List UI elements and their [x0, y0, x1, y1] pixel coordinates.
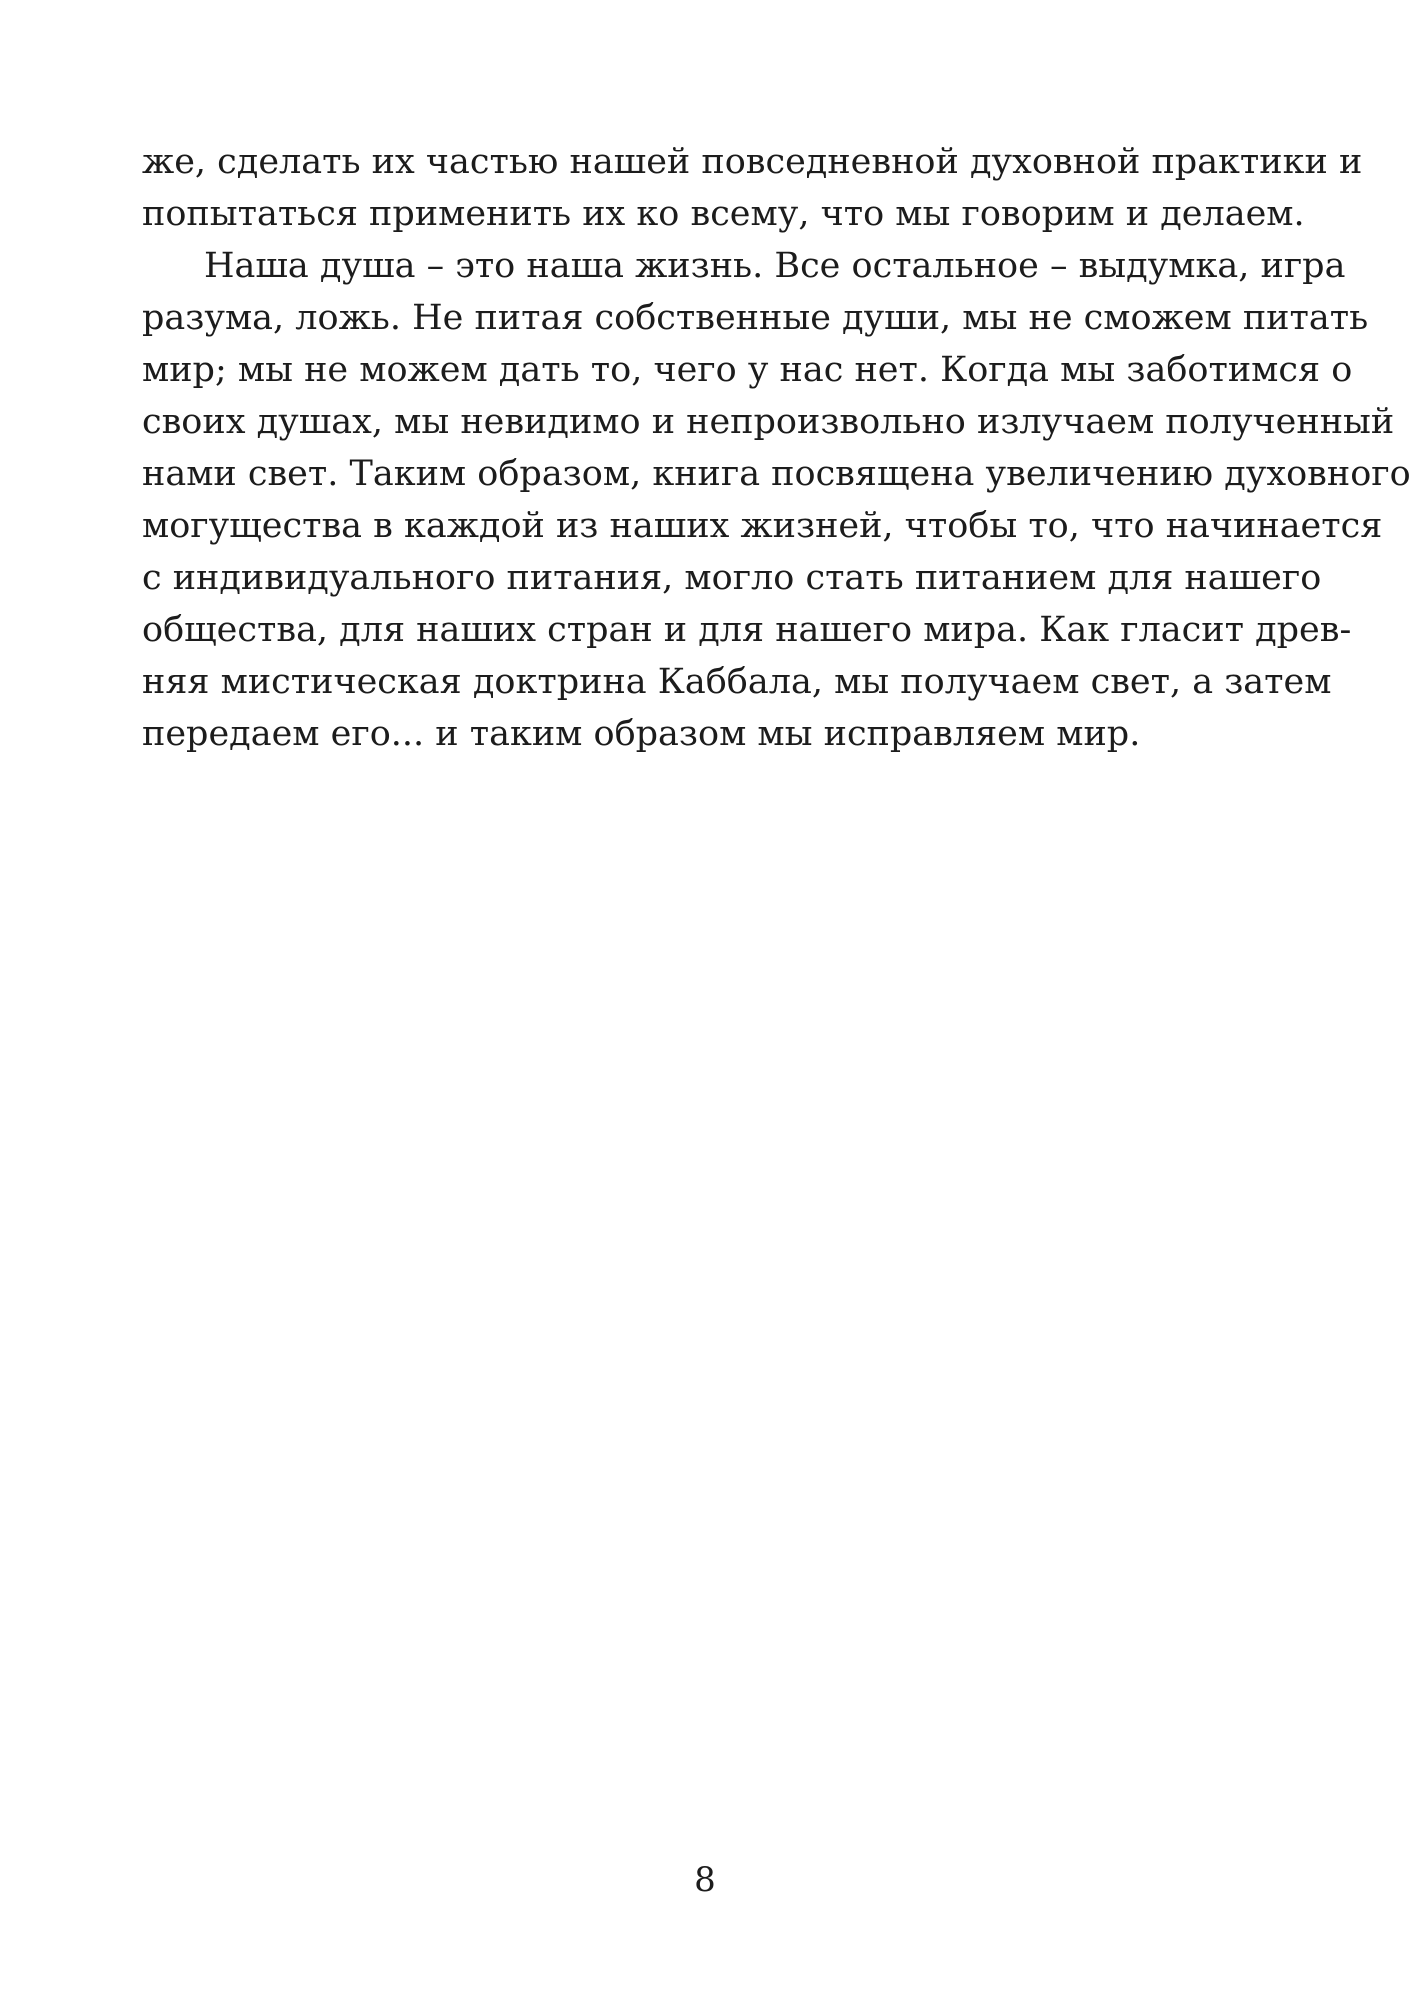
text-line: попытаться применить их ко всему, что мы говорим и делаем. [142, 194, 1305, 234]
text-line: своих душах, мы невидимо и непроизвольно излучаем полученный [142, 402, 1395, 442]
text-line: общества, для наших стран и для нашего мира. Как гласит древ- [142, 610, 1352, 650]
text-line: нами свет. Таким образом, книга посвящена увеличению духовного [142, 454, 1411, 494]
text-line: с индивидуального питания, могло стать питанием для нашего [142, 558, 1322, 598]
text-line: разума, ложь. Не питая собственные души, мы не сможем питать [142, 298, 1369, 338]
text-line: передаем его... и таким образом мы исправляем мир. [142, 714, 1141, 754]
text-line: Наша душа – это наша жизнь. Все остальное – выдумка, игра [204, 246, 1346, 286]
text-line: же, сделать их частью нашей повседневной духовной практики и [142, 142, 1363, 182]
text-line: няя мистическая доктрина Каббала, мы получаем свет, а затем [142, 662, 1332, 702]
text-line: мир; мы не можем дать то, чего у нас нет. Когда мы заботимся о [142, 350, 1353, 390]
page-number: 8 [694, 1860, 716, 1900]
text-line: могущества в каждой из наших жизней, чтобы то, что начинается [142, 506, 1383, 546]
body-text [142, 136, 1411, 760]
